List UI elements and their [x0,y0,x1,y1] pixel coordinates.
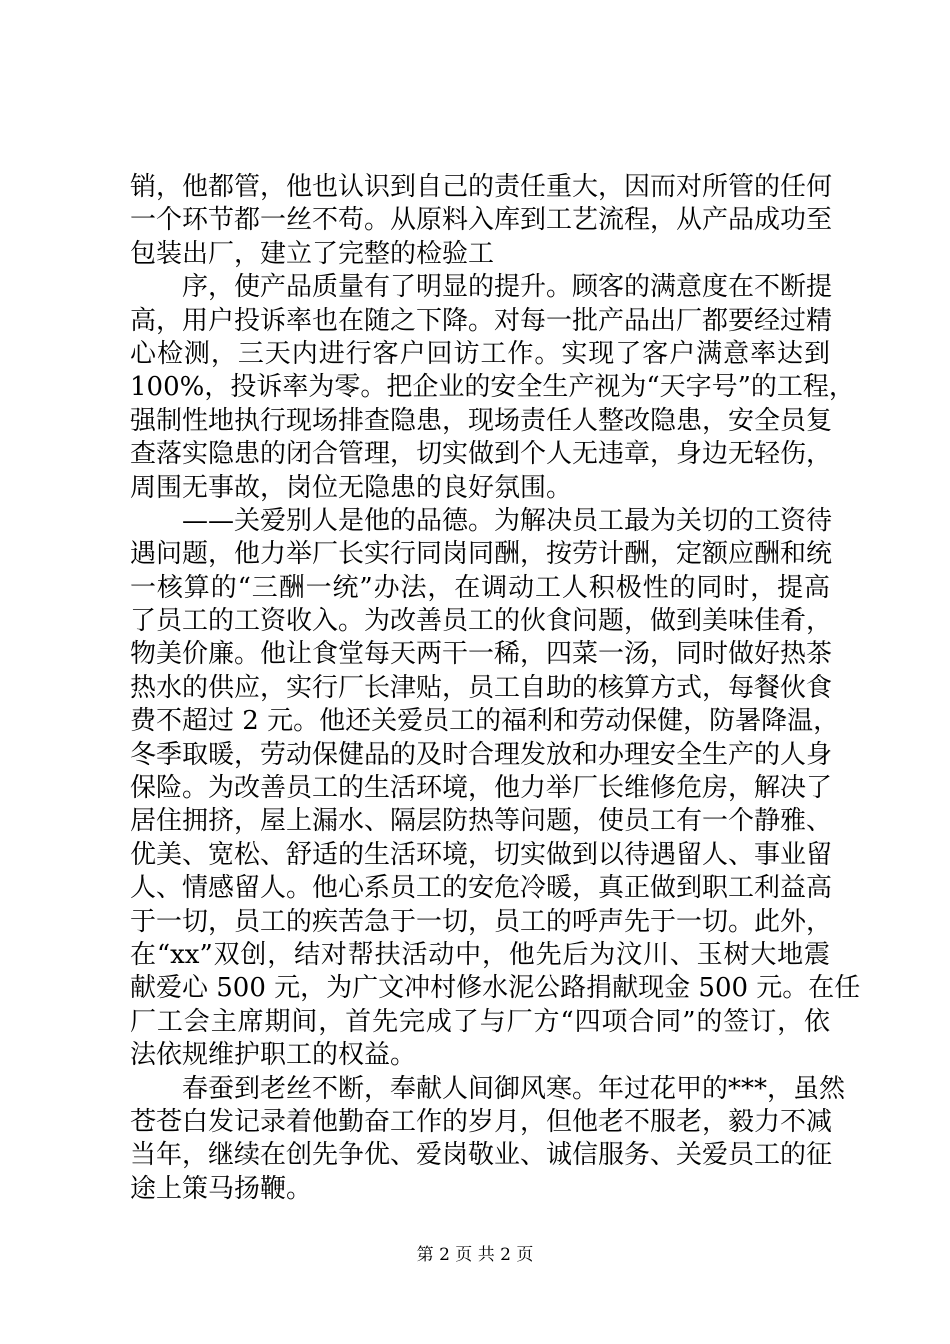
text-line: 人、情感留人。他心系员工的安危冷暖，真正做到职工利益高 [130,873,833,904]
text-line: 法依规维护职工的权益。 [130,1040,417,1071]
text-line: 强制性地执行现场排查隐患，现场责任人整改隐患，安全员复 [130,405,833,436]
text-line: 遇问题，他力举厂长实行同岗同酬，按劳计酬，定额应酬和统 [130,539,833,570]
text-line: 序，使产品质量有了明显的提升。顾客的满意度在不断提 [182,272,833,303]
text-line: 一个环节都一丝不苟。从原料入库到工艺流程，从产品成功至 [130,205,833,236]
text-line: ——关爱别人是他的品德。为解决员工最为关切的工资待 [182,505,833,536]
document-body [130,171,861,1206]
text-line: 献爱心 500 元，为广文冲村修水泥公路捐献现金 500 元。在任 [130,973,861,1004]
text-line: 包装出厂，建立了完整的检验工 [130,238,495,269]
text-line: 销，他都管，他也认识到自己的责任重大，因而对所管的任何 [130,172,833,202]
text-line: 春蚕到老丝不断，奉献人间御风寒。年过花甲的***，虽然 [182,1073,846,1104]
text-line: 厂工会主席期间，首先完成了与厂方“四项合同”的签订，依 [130,1006,830,1037]
text-line: 途上策马扬鞭。 [130,1173,313,1204]
text-line: 热水的供应，实行厂长津贴，员工自助的核算方式，每餐伙食 [130,672,833,703]
text-line: 于一切，员工的疾苦急于一切，员工的呼声先于一切。此外， [130,906,833,937]
page-footer: 第 2 页 共 2 页 [416,1245,534,1265]
text-line: 心检测，三天内进行客户回访工作。实现了客户满意率达到 [130,338,830,369]
text-line: 物美价廉。他让食堂每天两干一稀，四菜一汤，同时做好热茶 [130,639,833,670]
text-line: 费不超过 2 元。他还关爱员工的福利和劳动保健，防暑降温， [130,706,840,737]
text-line: 冬季取暖，劳动保健品的及时合理发放和办理安全生产的人身 [130,739,833,770]
text-line: 优美、宽松、舒适的生活环境，切实做到以待遇留人、事业留 [130,839,833,870]
text-line: 周围无事故，岗位无隐患的良好氛围。 [130,472,573,503]
text-line: 苍苍白发记录着他勤奋工作的岁月，但他老不服老，毅力不减 [130,1106,833,1137]
text-line: 查落实隐患的闭合管理，切实做到个人无违章，身边无轻伤， [130,439,833,470]
text-line: 高，用户投诉率也在随之下降。对每一批产品出厂都要经过精 [130,305,833,336]
text-line: 在“xx”双创，结对帮扶活动中，他先后为汶川、玉树大地震 [130,939,830,970]
text-line: 了员工的工资收入。为改善员工的伙食问题，做到美味佳肴， [130,606,833,637]
text-line: 保险。为改善员工的生活环境，他力举厂长维修危房，解决了 [130,773,833,804]
text-line: 一核算的“三酬一统”办法，在调动工人积极性的同时，提高 [130,572,830,603]
text-line: 居住拥挤，屋上漏水、隔层防热等问题，使员工有一个静雅、 [130,806,833,837]
text-line: 100%，投诉率为零。把企业的安全生产视为“天字号”的工程， [130,372,855,403]
text-line: 当年，继续在创先争优、爱岗敬业、诚信服务、关爱员工的征 [130,1140,833,1171]
